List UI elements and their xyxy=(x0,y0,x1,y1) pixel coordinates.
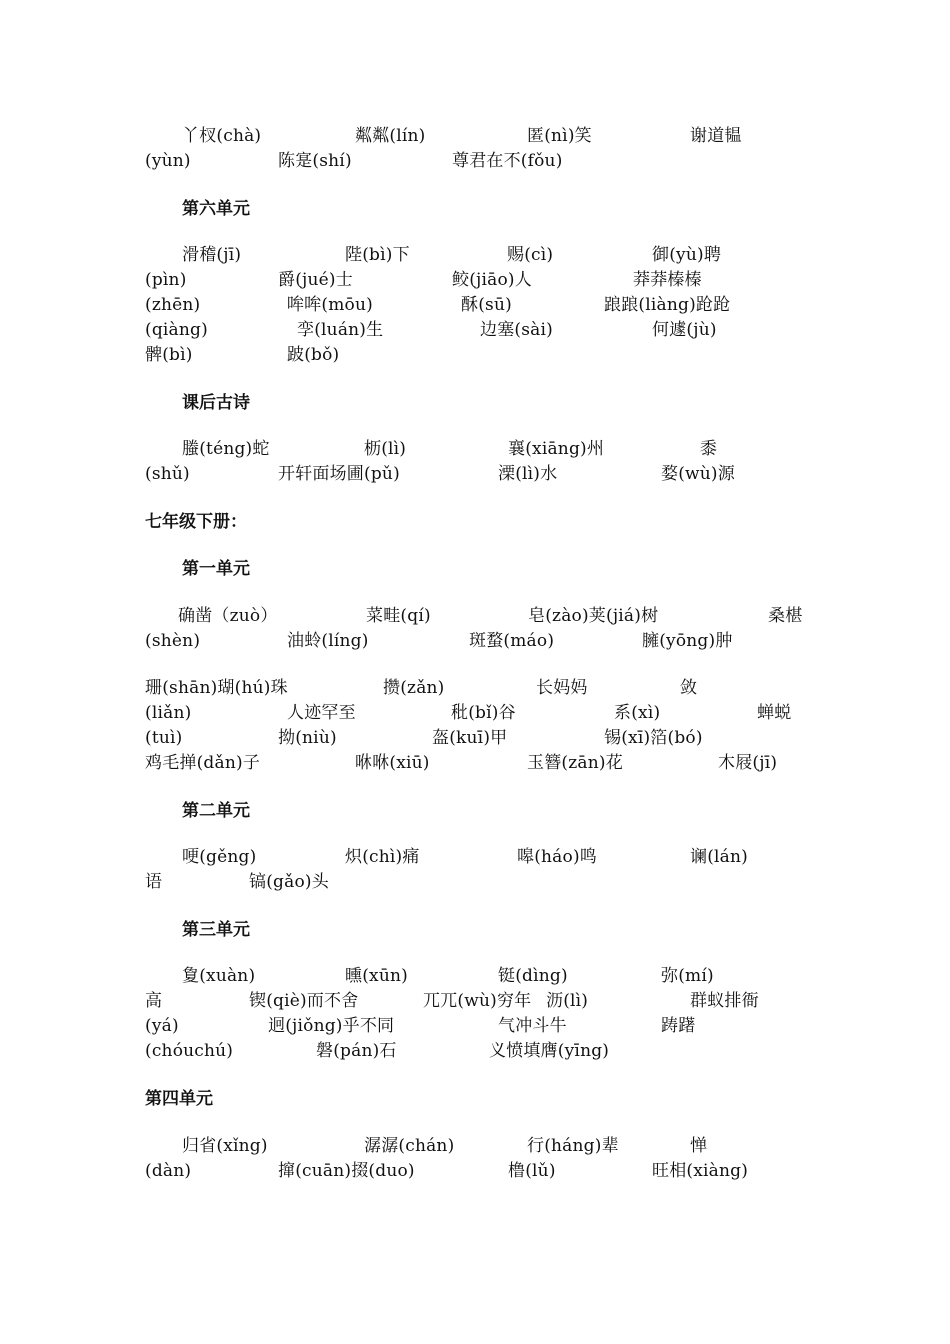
word-line xyxy=(0,437,950,462)
word-line xyxy=(0,726,950,751)
word-entry: 谢道韫 xyxy=(690,126,742,146)
section-heading: 第一单元 xyxy=(182,559,250,579)
word-entry: (yá) xyxy=(145,1016,179,1036)
word-line xyxy=(0,964,950,989)
word-line xyxy=(0,318,950,343)
word-entry: 弥(mí) xyxy=(661,966,714,986)
word-entry: 开轩面场圃(pǔ) xyxy=(278,464,400,484)
word-line xyxy=(0,1014,950,1039)
word-entry: 高 xyxy=(145,991,163,1011)
word-entry: 迥(jiǒng)乎不同 xyxy=(268,1016,395,1036)
word-entry: 兀兀(wù)穷年 xyxy=(423,991,532,1011)
word-line xyxy=(0,124,950,149)
word-line xyxy=(0,629,950,654)
word-entry: 撺(cuān)掇(duo) xyxy=(278,1161,415,1181)
word-entry: 群蚁排衙 xyxy=(690,991,759,1011)
word-entry: (shèn) xyxy=(145,631,201,651)
word-entry: 溧(lì)水 xyxy=(498,464,558,484)
word-entry: 莽莽榛榛 xyxy=(633,270,702,290)
word-line xyxy=(0,989,950,1014)
word-entry: 铤(dìng) xyxy=(498,966,568,986)
word-entry: 御(yù)聘 xyxy=(652,245,722,265)
word-entry: 嗥(háo)鸣 xyxy=(517,847,597,867)
word-entry: 夐(xuàn) xyxy=(182,966,256,986)
word-entry: 镐(gǎo)头 xyxy=(249,872,329,892)
word-entry: (zhēn) xyxy=(145,295,201,315)
word-line xyxy=(0,604,950,629)
word-entry: 枥(lì) xyxy=(364,439,407,459)
word-entry: 鸡毛掸(dǎn)子 xyxy=(145,753,261,773)
word-entry: 木屐(jī) xyxy=(718,753,778,773)
word-entry: 曛(xūn) xyxy=(345,966,408,986)
section-heading: 第三单元 xyxy=(182,920,250,940)
word-line xyxy=(0,751,950,776)
word-line xyxy=(0,268,950,293)
word-entry: 何遽(jù) xyxy=(652,320,717,340)
word-entry: (liǎn) xyxy=(145,703,192,723)
word-entry: 潺潺(chán) xyxy=(364,1136,455,1156)
section-heading: 第六单元 xyxy=(182,199,250,219)
word-entry: 襄(xiāng)州 xyxy=(508,439,605,459)
word-entry: 行(háng)辈 xyxy=(527,1136,619,1156)
word-entry: 髀(bì) xyxy=(145,345,193,365)
word-entry: 酥(sū) xyxy=(461,295,512,315)
word-entry: (qiàng) xyxy=(145,320,208,340)
word-entry: 橹(lǔ) xyxy=(508,1161,556,1181)
word-entry: 桑椹 xyxy=(768,606,803,626)
word-entry: 孪(luán)生 xyxy=(297,320,384,340)
word-entry: 盔(kuī)甲 xyxy=(432,728,508,748)
word-line xyxy=(0,343,950,368)
word-entry: 爵(jué)士 xyxy=(278,270,353,290)
section-heading: 课后古诗 xyxy=(182,393,250,413)
word-entry: 蝉蜕 xyxy=(757,703,792,723)
word-line xyxy=(0,676,950,701)
word-entry: 臃(yōng)肿 xyxy=(642,631,733,651)
word-entry: 鲛(jiāo)人 xyxy=(452,270,532,290)
word-entry: 匿(nì)笑 xyxy=(527,126,592,146)
word-entry: 滑稽(jī) xyxy=(182,245,242,265)
word-entry: 长妈妈 xyxy=(536,678,588,698)
word-entry: 螣(téng)蛇 xyxy=(182,439,270,459)
word-line xyxy=(0,293,950,318)
word-line xyxy=(0,462,950,487)
word-entry: 咻咻(xiū) xyxy=(355,753,430,773)
word-entry: (tuì) xyxy=(145,728,183,748)
grade-heading: 七年级下册： xyxy=(145,512,247,532)
word-entry: (pìn) xyxy=(145,270,187,290)
word-entry: 谰(lán) xyxy=(690,847,748,867)
word-entry: 锲(qiè)而不舍 xyxy=(249,991,359,1011)
word-entry: 炽(chì)痛 xyxy=(345,847,420,867)
word-line xyxy=(0,1134,950,1159)
word-entry: 陛(bì)下 xyxy=(345,245,410,265)
word-entry: 哽(gěng) xyxy=(182,847,257,867)
word-line xyxy=(0,243,950,268)
word-entry: 锡(xī)箔(bó) xyxy=(604,728,703,748)
word-entry: 玉簪(zān)花 xyxy=(527,753,623,773)
word-entry: 踌躇 xyxy=(661,1016,696,1036)
word-line xyxy=(0,1159,950,1184)
word-entry: 皂(zào)荚(jiá)树 xyxy=(528,606,659,626)
word-entry: 磐(pán)石 xyxy=(316,1041,397,1061)
word-entry: (shǔ) xyxy=(145,464,190,484)
word-entry: 拗(niù) xyxy=(278,728,337,748)
word-entry: 沥(lì) xyxy=(546,991,589,1011)
word-entry: 尊君在不(fǒu) xyxy=(452,151,563,171)
word-entry: 跛(bǒ) xyxy=(287,345,340,365)
word-entry: 哞哞(mōu) xyxy=(287,295,373,315)
word-entry: 确凿（zuò） xyxy=(178,606,278,626)
word-entry: 陈寔(shí) xyxy=(278,151,352,171)
word-entry: 气冲斗牛 xyxy=(498,1016,567,1036)
word-entry: 边塞(sài) xyxy=(480,320,553,340)
word-entry: 丫杈(chà) xyxy=(182,126,262,146)
word-entry: 敛 xyxy=(680,678,698,698)
word-entry: 珊(shān)瑚(hú)珠 xyxy=(145,678,288,698)
word-entry: 语 xyxy=(145,872,163,892)
word-line xyxy=(0,701,950,726)
word-entry: 粼粼(lín) xyxy=(355,126,426,146)
word-entry: 旺相(xiàng) xyxy=(652,1161,749,1181)
word-entry: (yùn) xyxy=(145,151,191,171)
word-entry: 赐(cì) xyxy=(507,245,554,265)
word-line xyxy=(0,870,950,895)
section-heading: 第二单元 xyxy=(182,801,250,821)
section-heading: 第四单元 xyxy=(145,1089,213,1109)
word-entry: 归省(xǐng) xyxy=(182,1136,268,1156)
word-line xyxy=(0,149,950,174)
word-entry: 义愤填膺(yīng) xyxy=(489,1041,610,1061)
word-entry: 踉踉(liàng)跄跄 xyxy=(604,295,731,315)
word-line xyxy=(0,1039,950,1064)
word-entry: 惮 xyxy=(690,1136,708,1156)
word-entry: 秕(bǐ)谷 xyxy=(451,703,516,723)
word-entry: (dàn) xyxy=(145,1161,192,1181)
word-entry: 黍 xyxy=(700,439,718,459)
word-entry: 系(xì) xyxy=(614,703,661,723)
word-entry: 婺(wù)源 xyxy=(661,464,735,484)
word-entry: 攒(zǎn) xyxy=(383,678,445,698)
word-entry: 斑蝥(máo) xyxy=(469,631,555,651)
word-entry: 菜畦(qí) xyxy=(366,606,431,626)
word-entry: 油蛉(líng) xyxy=(287,631,369,651)
word-entry: (chóuchú) xyxy=(145,1041,234,1061)
word-entry: 人迹罕至 xyxy=(287,703,356,723)
word-line xyxy=(0,845,950,870)
